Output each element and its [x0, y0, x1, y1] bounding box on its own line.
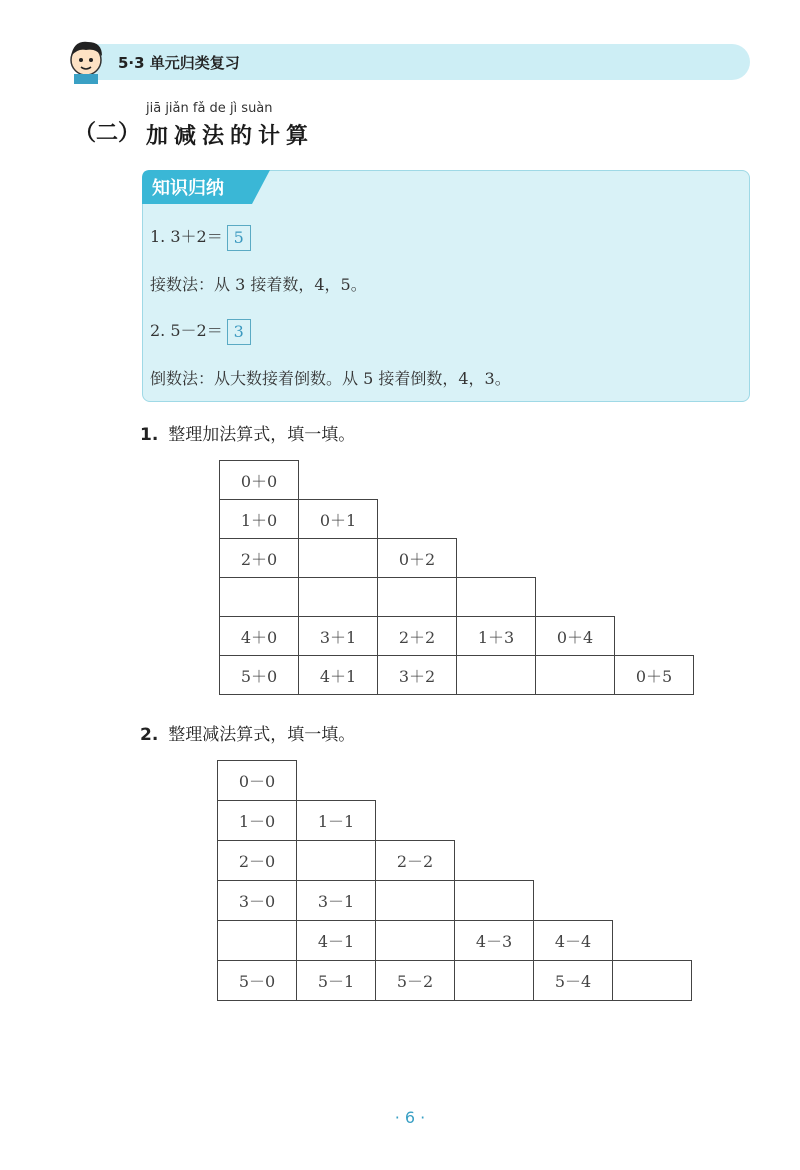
knowledge-line-1 — [150, 224, 251, 251]
addition-cell: 0＋5 — [614, 655, 694, 695]
subtraction-cell: 5－0 — [217, 960, 297, 1001]
addition-cell[interactable] — [456, 577, 536, 617]
section-pinyin: jiā jiǎn fǎ de jì suàn — [146, 101, 273, 116]
addition-cell: 4＋1 — [298, 655, 378, 695]
answer-box-1: 5 — [227, 225, 251, 251]
subtraction-cell: 5－4 — [533, 960, 613, 1001]
subtraction-cell: 2－0 — [217, 840, 297, 881]
question-2 — [140, 720, 355, 745]
subtraction-cell[interactable] — [375, 880, 455, 921]
question-1-text: 整理加法算式，填一填。 — [168, 425, 356, 445]
subtraction-cell: 5－1 — [296, 960, 376, 1001]
addition-cell: 2＋0 — [219, 538, 299, 578]
question-1 — [140, 420, 355, 445]
addition-cell: 0＋1 — [298, 499, 378, 539]
subtraction-cell: 3－0 — [217, 880, 297, 921]
header-title: 5·3 单元归类复习 — [118, 54, 240, 72]
addition-cell[interactable] — [377, 577, 457, 617]
addition-cell[interactable] — [456, 655, 536, 695]
subtraction-cell: 1－0 — [217, 800, 297, 841]
knowledge-line-3 — [150, 318, 251, 345]
addition-cell[interactable] — [298, 538, 378, 578]
subtraction-cell[interactable] — [217, 920, 297, 961]
question-2-number: 2. — [140, 725, 159, 745]
mascot-icon — [62, 34, 112, 84]
subtraction-cell[interactable] — [454, 880, 534, 921]
section-title: 加减法的计算 — [146, 124, 315, 149]
subtraction-cell: 0－0 — [217, 760, 297, 801]
subtraction-cell[interactable] — [375, 920, 455, 961]
addition-cell: 0＋0 — [219, 460, 299, 500]
subtraction-cell: 4－1 — [296, 920, 376, 961]
subtraction-cell[interactable] — [612, 960, 692, 1001]
addition-cell[interactable] — [298, 577, 378, 617]
subtraction-cell: 5－2 — [375, 960, 455, 1001]
addition-cell: 1＋3 — [456, 616, 536, 656]
addition-cell: 2＋2 — [377, 616, 457, 656]
answer-box-2: 3 — [227, 319, 251, 345]
knowledge-line-4: 倒数法：从大数接着倒数。从 5 接着倒数，4，3。 — [150, 369, 511, 388]
addition-cell: 1＋0 — [219, 499, 299, 539]
addition-cell: 3＋1 — [298, 616, 378, 656]
addition-cell: 0＋2 — [377, 538, 457, 578]
knowledge-line-2: 接数法：从 3 接着数，4，5。 — [150, 275, 367, 294]
subtraction-cell: 4－4 — [533, 920, 613, 961]
knowledge-expr-1: 1. 3＋2＝ — [150, 227, 223, 246]
addition-cell: 0＋4 — [535, 616, 615, 656]
subtraction-cell: 2－2 — [375, 840, 455, 881]
section-number: （二） — [74, 121, 141, 146]
addition-cell: 3＋2 — [377, 655, 457, 695]
subtraction-cell: 3－1 — [296, 880, 376, 921]
addition-cell: 5＋0 — [219, 655, 299, 695]
addition-cell: 4＋0 — [219, 616, 299, 656]
subtraction-cell[interactable] — [454, 960, 534, 1001]
knowledge-expr-2: 2. 5－2＝ — [150, 321, 223, 340]
subtraction-cell[interactable] — [296, 840, 376, 881]
page-number: · 6 · — [394, 1108, 426, 1127]
question-1-number: 1. — [140, 425, 159, 445]
addition-cell[interactable] — [535, 655, 615, 695]
addition-cell[interactable] — [219, 577, 299, 617]
subtraction-cell: 1－1 — [296, 800, 376, 841]
knowledge-tag: 知识归纳 — [152, 178, 224, 199]
subtraction-cell: 4－3 — [454, 920, 534, 961]
question-2-text: 整理减法算式，填一填。 — [168, 725, 356, 745]
